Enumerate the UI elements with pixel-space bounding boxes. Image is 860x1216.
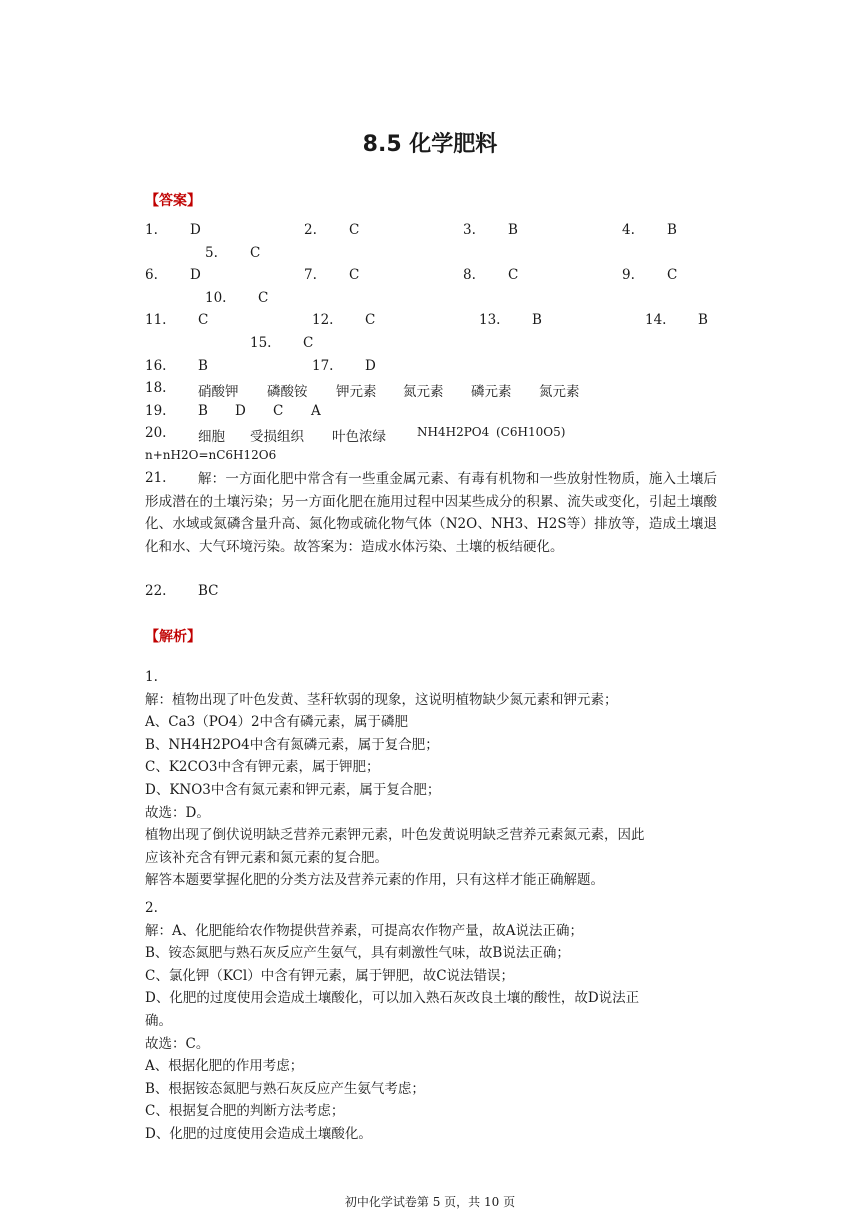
question-number: 9. [622, 267, 635, 283]
analysis-line: 植物出现了倒伏说明缺乏营养元素钾元素，叶色发黄说明缺乏营养元素氮元素，因此 [145, 827, 645, 844]
analysis-line: C、氯化钾（KCl）中含有钾元素，属于钾肥，故C说法错误； [145, 967, 515, 984]
answer-value: 叶色浓绿 [332, 429, 386, 445]
question-number: 10. [205, 290, 227, 306]
question-number: 14. [645, 312, 667, 328]
analysis-line: 解：植物出现了叶色发黄、茎秆软弱的现象，这说明植物缺少氮元素和钾元素； [145, 691, 618, 708]
answer-value: 磷酸铵 [267, 384, 308, 400]
question-number: 20. [145, 425, 167, 441]
question-number: 1. [145, 222, 158, 238]
question-number: 7. [304, 267, 317, 283]
question-number: 15. [250, 335, 272, 351]
answer-value: 钾元素 [336, 384, 377, 400]
analysis-line: A、根据化肥的作用考虑； [145, 1058, 304, 1075]
answer-value: D [190, 267, 201, 283]
analysis-line: 解：A、化肥能给农作物提供营养素，可提高农作物产量，故A说法正确； [145, 922, 583, 939]
analysis-line: B、铵态氮肥与熟石灰反应产生氨气，具有刺激性气味，故B说法正确； [145, 945, 570, 962]
answer-value: C [508, 267, 519, 283]
answer-value: C [250, 245, 261, 261]
analysis-line: A、Ca3（PO4）2中含有磷元素，属于磷肥 [145, 714, 409, 731]
analysis-line: D、KNO3中含有氮元素和钾元素，属于复合肥； [145, 781, 441, 798]
answer-heading: 【答案】 [145, 193, 201, 209]
question-number: 8. [463, 267, 476, 283]
question-number: 6. [145, 267, 158, 283]
answer-value: 细胞 [198, 429, 225, 445]
answer-value: B [198, 358, 208, 374]
answer-value: NH4H2PO4 [417, 425, 490, 439]
analysis-line: 确。 [145, 1012, 172, 1029]
analysis-line: 应该补充含有钾元素和氮元素的复合肥。 [145, 849, 388, 866]
answer-value: B [667, 222, 677, 238]
analysis-line: 故选：C。 [145, 1035, 210, 1052]
answer-value: C [349, 222, 360, 238]
analysis-1 [145, 666, 717, 892]
question-number: 19. [145, 403, 167, 419]
question-number: 5. [205, 245, 218, 261]
analysis-number: 2. [145, 900, 158, 916]
answer-value: 氮元素 [539, 384, 580, 400]
answer-value: 氮元素 [403, 384, 444, 400]
analysis-line: C、K2CO3中含有钾元素，属于钾肥； [145, 759, 380, 776]
analysis-2 [145, 897, 717, 1146]
answer-value: C [258, 290, 269, 306]
question-number: 18. [145, 380, 167, 396]
answer-value: 硝酸钾 [198, 384, 239, 400]
question-number: 16. [145, 358, 167, 374]
answer-value: BC [198, 583, 219, 599]
analysis-line: 解答本题要掌握化肥的分类方法及营养元素的作用，只有这样才能正确解题。 [145, 872, 604, 889]
page-title: 8.5 化学肥料 [362, 132, 498, 157]
answer-value: 磷元素 [471, 384, 512, 400]
question-number: 12. [312, 312, 334, 328]
answer-value: B [698, 312, 708, 328]
question-number: 2. [304, 222, 317, 238]
answer-value: C [198, 312, 209, 328]
answer-value: B [532, 312, 542, 328]
answer-value: 受损组织 [250, 429, 304, 445]
answer-value: C [349, 267, 360, 283]
question-number: 13. [479, 312, 501, 328]
question-number: 3. [463, 222, 476, 238]
answer-value: C [303, 335, 314, 351]
answer-value: C [365, 312, 376, 328]
analysis-line: D、化肥的过度使用会造成土壤酸化。 [145, 1125, 372, 1142]
question-number: 21. [145, 470, 167, 486]
question-number: 4. [622, 222, 635, 238]
answer-value: D [235, 403, 246, 419]
analysis-line: B、NH4H2PO4中含有氮磷元素，属于复合肥； [145, 736, 439, 753]
answer-value: B [198, 403, 208, 419]
analysis-line: B、根据铵态氮肥与熟石灰反应产生氨气考虑； [145, 1080, 425, 1097]
question-number: 17. [312, 358, 334, 374]
answer-value: A [311, 403, 321, 419]
answer-value: (C6H10O5) [496, 425, 566, 439]
answer-value: D [190, 222, 201, 238]
answer-21-text: 解：一方面化肥中常含有一些重金属元素、有毒有机物和一些放射性物质，施入土壤后形成潜在的土壤污染；另一方面化肥在施用过程中因某些成分的积累、流失或变化，引起土壤酸化、水域或氮磷含量升高、氮化物或硫化物气体（N2O、NH3、H2S等）排放等，造成土壤退化和水、大气环境污染。故答案为：造成水体污染、土壤的板结硬化。 [145, 471, 717, 555]
analysis-line: C、根据复合肥的判断方法考虑； [145, 1103, 345, 1120]
equation: n+nH2O=nC6H12O6 [145, 448, 277, 462]
question-number: 11. [145, 312, 167, 328]
answer-value: D [365, 358, 376, 374]
answer-value: C [273, 403, 284, 419]
analysis-heading: 【解析】 [145, 629, 201, 645]
analysis-line: 故选：D。 [145, 804, 210, 821]
page-footer: 初中化学试卷第 5 页，共 10 页 [344, 1195, 516, 1209]
analysis-line: D、化肥的过度使用会造成土壤酸化，可以加入熟石灰改良土壤的酸性，故D说法正 [145, 990, 640, 1007]
answer-value: B [508, 222, 518, 238]
answer-value: C [667, 267, 678, 283]
question-number: 22. [145, 583, 167, 599]
analysis-number: 1. [145, 669, 158, 685]
